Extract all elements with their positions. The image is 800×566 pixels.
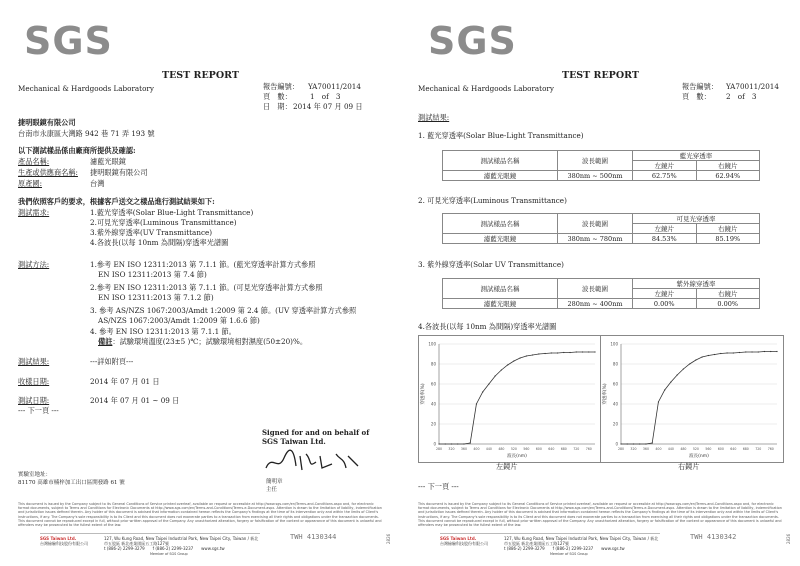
data-point [652,442,653,443]
x-tick-label: 440 [485,447,492,451]
x-tick-label: 680 [560,447,567,451]
x-tick-label: 280 [617,447,625,451]
report-no: YA70011/2014 [308,82,361,91]
request-heading: 我們依照客戶的要求，根據客戶送交之樣品進行測試結果如下: [18,197,215,206]
y-tick-label: 80 [430,361,436,367]
origin-label: 原產國: [18,179,42,188]
data-point [532,354,533,355]
x-tick-label: 400 [655,447,662,451]
data-point [457,443,458,444]
received-date: 2014 年 07 月 01 日 [90,377,160,386]
member-of-sgs: Member of SGS Group [550,552,588,556]
method-label: 測試方法: [18,260,50,269]
data-point [764,351,765,352]
y-tick-label: 80 [612,361,618,367]
method-line-3: 2.參考 EN ISO 12311:2013 第 7.1.1 節。(可見光穿透率計算方式參照 [90,283,323,292]
y-tick-label: 40 [430,401,436,407]
signer-name: 簡明章 [266,479,283,485]
x-tick-label: 320 [630,447,637,451]
y-tick-label: 60 [612,381,618,387]
serial-number: TWH 4130342 [690,533,737,541]
data-point [645,443,646,444]
cell-left-value: 0.00% [633,299,697,309]
sgs-contact-box [440,533,660,550]
sgs-address: 127, Wu Kung Road, New Taipei Industrial Park, New Taipei City, Taiwan / 新北市五股區 新北產業園區五工路127號 [504,536,659,546]
x-tick-label: 640 [730,447,737,451]
x-tick-label: 360 [642,447,650,451]
x-tick-label: 720 [573,447,580,451]
x-axis-label: 波長(nm) [689,454,709,459]
data-point [513,360,514,361]
data-point [507,364,508,365]
data-point [770,351,771,352]
legal-disclaimer: This document is issued by the Company subject to its General Conditions of Service printed overleaf, available on request or accessible at http://www.sgs.com/en/Terms-and-Conditions.aspx and, for electronic format documents, subject to Terms and Conditions for Electronic Documents at http://www.sgs.com/en/Terms-and-Conditions/Terms-e-Document.aspx. Attention is drawn to the limitation of liability, indemnification and jurisdiction issues defined therein. Any holder of this document is advised that information contained hereon reflects the Company's findings at the time of its intervention only and within the limits of Client's instructions, if any. The Company's sole responsibility is to its Client and this document does not exonerate parties to a transaction from exercising all their rights and obligations under the transaction documents. This document cannot be reproduced except in full, without prior written approval of the Company. Any unauthorized alteration, forgery or falsification of the content or appearance of this document is unlawful and offenders may be prosecuted to the fullest extent of the law. [18,502,382,528]
page-count-label: 頁 數： [263,92,292,101]
data-point [733,352,734,353]
col-group-uv: 紫外線穿透率 [633,279,760,289]
report-no-label: 報告編號： [263,82,299,91]
section-1-title: 1. 藍光穿透率(Solar Blue-Light Transmittance) [418,131,584,140]
data-point [708,355,709,356]
transmittance-series-line [439,352,595,444]
data-point [639,443,640,444]
data-point [620,443,621,444]
report-page-2 [400,0,800,566]
lab-address-label: 實驗室地址： [18,472,52,478]
data-point [544,353,545,354]
result-label: 測試結果: [18,357,50,366]
y-tick-label: 40 [612,401,618,407]
x-tick-label: 600 [535,447,542,451]
x-tick-label: 440 [667,447,674,451]
page-count: 2 of 3 [726,92,757,101]
data-point [501,369,502,370]
page-count-label: 頁 數： [682,92,711,101]
section-2-title: 2. 可見光穿透率(Luminous Transmittance) [418,196,567,205]
data-point [588,351,589,352]
note-label: 備註 [98,337,113,346]
client-company: 捷明眼鏡有限公司 [18,118,76,127]
data-point [658,401,659,402]
report-title: TEST REPORT [562,70,639,81]
x-tick-label: 760 [585,447,592,451]
sgs-phone: t (886-2) 2299-3279 f (886-2) 2299-3237 www.sgs.tw [104,546,225,551]
x-tick-label: 720 [755,447,762,451]
member-of-sgs: Member of SGS Group [150,552,188,556]
legal-disclaimer: This document is issued by the Company subject to its General Conditions of Service printed overleaf, available on request or accessible at http://www.sgs.com/en/Terms-and-Conditions.aspx and, for electronic format documents, subject to Terms and Conditions for Electronic Documents at http://www.sgs.com/en/Terms-and-Conditions/Terms-e-Document.aspx. Attention is drawn to the limitation of liability, indemnification and jurisdiction issues defined therein. Any holder of this document is advised that information contained hereon reflects the Company's findings at the time of its intervention only and within the limits of Client's instructions, if any. The Company's sole responsibility is to its Client and this document does not exonerate parties to a transaction from exercising all their rights and obligations under the transaction documents. This document cannot be reproduced except in full, without prior written approval of the Company. Any unauthorized alteration, forgery or falsification of the content or appearance of this document is unlawful and offenders may be prosecuted to the fullest extent of the law. [418,502,782,528]
data-point [670,381,671,382]
sgs-contact-box [40,533,260,550]
data-point [463,443,464,444]
method-note [98,337,307,347]
client-address: 台南市永康區大灣路 942 巷 71 弄 193 號 [18,129,155,138]
result-value: ---詳如附頁--- [90,357,134,366]
serial-number: TWH 4130344 [290,533,337,541]
col-right-lens: 右鏡片 [696,289,760,299]
x-tick-label: 480 [498,447,505,451]
origin-value: 台灣 [90,179,105,188]
data-point [576,351,577,352]
data-point [745,351,746,352]
data-point [714,354,715,355]
data-point [758,351,759,352]
y-tick-label: 100 [610,341,618,347]
col-wavelength-range: 波長範圍 [558,279,633,299]
note-text: ：試驗環境溫度(23±5 )℃；試驗環境相對濕度(50±20)%。 [112,337,308,346]
received-date-label: 收樣日期: [18,377,50,386]
method-line-1: 1.參考 EN ISO 12311:2013 第 7.1.1 節。(藍光穿透率計算方式參照 [90,260,316,269]
sgs-company-name: SGS Taiwan Ltd. [40,536,77,541]
x-tick-label: 560 [705,447,712,451]
x-tick-label: 520 [510,447,517,451]
cell-right-value: 62.94% [696,171,760,181]
data-point [726,352,727,353]
cell-left-value: 84.53% [633,234,697,244]
report-date: 2014 年 07 月 09 日 [293,102,363,111]
col-left-lens: 左鏡片 [633,289,697,299]
col-sample-name: 測試樣品名稱 [443,151,558,171]
request-item-4: 4.各波長(以每 10nm 為間隔)穿透率光譜圖 [90,238,229,247]
lab-name: Mechanical & Hardgoods Laboratory [18,84,154,93]
blue-light-table [442,150,760,181]
maker-name: 捷明眼鏡有限公司 [90,168,148,177]
x-tick-label: 360 [460,447,468,451]
col-wavelength-range: 波長範圍 [558,214,633,234]
lab-address: 81170 高雄市楠梓加工出口區開發路 61 號 [18,480,125,486]
request-item-1: 1.藍光穿透率(Solar Blue-Light Transmittance) [90,208,254,217]
data-point [563,352,564,353]
cell-right-value: 85.19% [696,234,760,244]
x-tick-label: 480 [680,447,687,451]
report-no-label: 報告編號： [682,82,718,91]
cell-sample-name: 濾藍光眼鏡 [443,234,558,244]
data-point [551,352,552,353]
x-tick-label: 320 [448,447,455,451]
y-axis-label: 穿透率(%) [421,383,426,405]
y-tick-label: 0 [433,441,436,447]
page-count: 1 of 3 [310,92,341,101]
maker-label: 生產或供應商名稱: [18,168,78,177]
x-tick-label: 680 [742,447,749,451]
data-point [451,443,452,444]
cell-right-value: 0.00% [696,299,760,309]
uv-table [442,278,760,309]
spectrum-chart-left [419,336,601,462]
sample-name: 濾藍光眼鏡 [90,157,126,166]
col-group-luminous: 可見光穿透率 [633,214,760,224]
sgs-company-name-cn: 台灣檢驗科技股份有限公司 [440,541,488,546]
sgs-company-name: SGS Taiwan Ltd. [440,536,477,541]
y-tick-label: 20 [612,421,618,427]
y-tick-label: 0 [615,441,618,447]
data-point [633,443,634,444]
data-point [739,352,740,353]
spectrum-chart-right [601,336,783,462]
data-point [438,443,439,444]
provided-heading: 以下測試樣品係由廠商所提供及確認: [18,146,136,155]
signer-title: 主任 [266,487,278,493]
col-left-lens: 左鏡片 [633,161,697,171]
date-label: 日 期： [263,102,292,111]
test-date: 2014 年 07 月 01 ~ 09 日 [90,396,180,405]
data-point [470,442,471,443]
chart-left-lens [418,335,602,463]
col-group-blue-light: 藍光穿透率 [633,151,760,161]
y-tick-label: 100 [428,341,436,347]
method-line-4: EN ISO 12311:2013 第 7.1.2 節) [98,293,214,302]
next-page-marker: --- 下一頁 --- [18,406,59,415]
request-label: 測試需求: [18,208,50,217]
sgs-address: 127, Wu Kung Road, New Taipei Industrial Park, New Taipei City, Taiwan / 新北市五股區 新北產業園區五工路127號 [104,536,259,546]
test-date-label: 測試日期: [18,396,50,405]
data-point [720,353,721,354]
col-wavelength-range: 波長範圍 [558,151,633,171]
data-point [677,374,678,375]
signature [262,446,362,476]
cell-range: 280nm ~ 400nm [558,299,633,309]
lab-name: Mechanical & Hardgoods Laboratory [418,84,554,93]
data-point [702,356,703,357]
request-item-2: 2.可見光穿透率(Luminous Transmittance) [90,218,237,227]
data-point [569,352,570,353]
cell-left-value: 62.75% [633,171,697,181]
data-point [751,351,752,352]
data-point [594,351,595,352]
method-line-5: 3. 參考 AS/NZS 1067:2003/Amdt 1:2009 第 2.4 節。(UV 穿透率計算方式參照 [90,306,357,315]
data-point [627,443,628,444]
chart-right-lens [600,335,784,463]
data-point [689,363,690,364]
sgs-logo: SGS [428,19,517,63]
sgs-phone: t (886-2) 2299-3279 f (886-2) 2299-3237 www.sgs.tw [504,546,625,551]
sgs-logo: SGS [24,19,113,63]
y-tick-label: 60 [430,381,436,387]
method-line-7: 4. 參考 EN ISO 12311:2013 第 7.1.1 節。 [90,327,236,336]
x-tick-label: 760 [767,447,774,451]
method-line-2: EN ISO 12311:2013 第 7.4 節) [98,270,207,279]
report-title: TEST REPORT [162,70,239,81]
data-point [776,351,777,352]
data-point [476,403,477,404]
y-tick-label: 20 [430,421,436,427]
method-line-6: AS/NZS 1067:2003/Amdt 1:2009 第 1.6.6 節) [98,316,260,325]
data-point [488,383,489,384]
col-left-lens: 左鏡片 [633,224,697,234]
x-tick-label: 280 [435,447,443,451]
data-point [582,351,583,352]
col-right-lens: 右鏡片 [696,224,760,234]
right-chart-caption: 右鏡片 [678,462,700,471]
data-point [683,368,684,369]
side-number: 2826 [386,533,391,544]
cell-range: 380nm ~ 780nm [558,234,633,244]
y-axis-label: 穿透率(%) [603,383,608,405]
x-tick-label: 400 [473,447,480,451]
transmittance-series-line [621,352,777,445]
cell-sample-name: 濾藍光眼鏡 [443,171,558,181]
data-point [664,389,665,390]
sample-name-label: 產品名稱: [18,157,50,166]
x-tick-label: 520 [692,447,699,451]
data-point [482,391,483,392]
next-page-marker: --- 下一頁 --- [418,482,459,491]
section-3-title: 3. 紫外線穿透率(Solar UV Transmittance) [418,260,564,269]
col-sample-name: 測試樣品名稱 [443,279,558,299]
section-4-title: 4.各波長(以每 10nm 為間隔)穿透率光譜圖 [418,322,557,331]
col-right-lens: 右鏡片 [696,161,760,171]
luminous-table [442,213,760,244]
data-point [526,355,527,356]
signed-line-2: SGS Taiwan Ltd. [262,437,326,446]
x-tick-label: 640 [548,447,555,451]
data-point [445,443,446,444]
cell-range: 380nm ~ 500nm [558,171,633,181]
data-point [495,375,496,376]
left-chart-caption: 左鏡片 [496,462,518,471]
cell-sample-name: 濾藍光眼鏡 [443,299,558,309]
data-point [695,359,696,360]
data-point [538,353,539,354]
x-tick-label: 560 [523,447,530,451]
signed-line-1: Signed for and on behalf of [262,428,370,437]
x-axis-label: 波長(nm) [507,454,527,459]
col-sample-name: 測試樣品名稱 [443,214,558,234]
x-tick-label: 600 [717,447,724,451]
report-no: YA70011/2014 [726,82,779,91]
sgs-company-name-cn: 台灣檢驗科技股份有限公司 [40,541,88,546]
data-point [520,357,521,358]
data-point [557,352,558,353]
results-heading: 測試結果: [418,113,450,122]
side-number: 2826 [786,533,791,544]
request-item-3: 3.紫外線穿透率(UV Transmittance) [90,228,213,237]
